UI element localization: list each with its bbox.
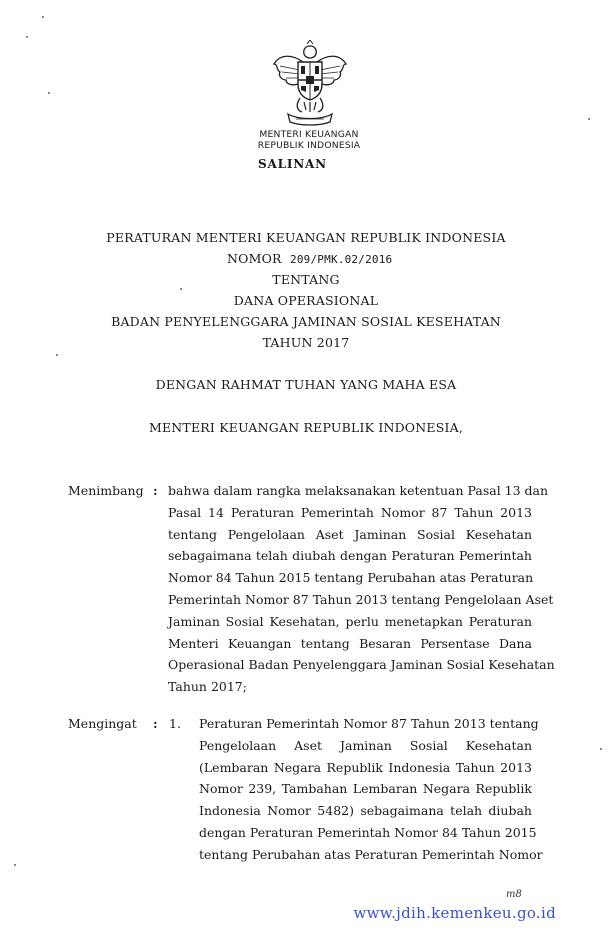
scan-speck [48, 92, 50, 94]
menimbang-line: Operasional Badan Penyelenggara Jaminan Sosial Kesehatan [168, 657, 555, 673]
mengingat-line: Peraturan Pemerintah Nomor 87 Tahun 2013 tentang [199, 716, 539, 731]
mengingat-colon: : [153, 716, 158, 731]
mengingat-text [199, 713, 543, 866]
menimbang-line: Menteri Keuangan tentang Besaran Persentase Dana [168, 635, 532, 651]
institution-name-line2: REPUBLIK INDONESIA [257, 140, 361, 151]
regulation-number [227, 251, 392, 266]
invocation: DENGAN RAHMAT TUHAN YANG MAHA ESA [155, 377, 457, 392]
authority: MENTERI KEUANGAN REPUBLIK INDONESIA, [148, 420, 464, 435]
mengingat-line: Nomor 239, Tambahan Lembaran Negara Republik [199, 781, 532, 797]
menimbang-colon: : [153, 483, 158, 498]
institution-name-line1: MENTERI KEUANGAN [259, 129, 359, 140]
number-value: 209/PMK.02/2016 [290, 253, 393, 266]
footer-url-link[interactable]: www.jdih.kemenkeu.go.id [353, 904, 556, 922]
garuda-emblem-icon [270, 40, 350, 126]
mengingat-item-number: 1. [169, 716, 181, 731]
mengingat-line: tentang Perubahan atas Peraturan Pemerintah Nomor [199, 846, 543, 862]
menimbang-line: Jaminan Sosial Kesehatan, perlu menetapkan Peraturan [168, 613, 532, 629]
about-heading: TENTANG [272, 272, 340, 287]
scan-speck [26, 36, 28, 38]
scan-speck [180, 288, 182, 290]
scan-speck [588, 118, 590, 120]
mengingat-line: Pengelolaan Aset Jaminan Sosial Kesehatan [199, 737, 532, 753]
subject-line2: BADAN PENYELENGGARA JAMINAN SOSIAL KESEHATAN [111, 314, 501, 329]
menimbang-line: Tahun 2017; [168, 679, 247, 695]
subject-year: TAHUN 2017 [262, 335, 350, 350]
mengingat-line: (Lembaran Negara Republik Indonesia Tahun 2013 [199, 759, 532, 775]
scan-speck [14, 864, 16, 866]
mengingat-line: dengan Peraturan Pemerintah Nomor 84 Tahun 2015 [199, 824, 537, 840]
subject-line1: DANA OPERASIONAL [233, 293, 379, 308]
mengingat-line: Indonesia Nomor 5482) sebagaimana telah diubah [199, 803, 532, 819]
mengingat-label: Mengingat [68, 716, 137, 731]
initials-paraf: m8 [506, 889, 522, 900]
menimbang-line: sebagaimana telah diubah dengan Peraturan Pemerintah [168, 548, 532, 564]
scan-speck [56, 354, 58, 356]
menimbang-line: Nomor 84 Tahun 2015 tentang Perubahan atas Peraturan [168, 570, 534, 586]
menimbang-line: tentang Pengelolaan Aset Jaminan Sosial Kesehatan [168, 526, 532, 542]
menimbang-label: Menimbang [68, 483, 144, 498]
scan-speck [600, 748, 602, 750]
menimbang-line: Pemerintah Nomor 87 Tahun 2013 tentang Pengelolaan Aset [168, 591, 554, 607]
menimbang-text [168, 480, 555, 698]
menimbang-line: Pasal 14 Peraturan Pemerintah Nomor 87 Tahun 2013 [168, 504, 532, 520]
scan-speck [42, 16, 44, 18]
regulation-title: PERATURAN MENTERI KEUANGAN REPUBLIK INDONESIA [106, 230, 506, 245]
copy-mark: SALINAN [258, 157, 327, 171]
number-label: NOMOR [227, 251, 282, 266]
menimbang-line: bahwa dalam rangka melaksanakan ketentuan Pasal 13 dan [168, 483, 549, 498]
